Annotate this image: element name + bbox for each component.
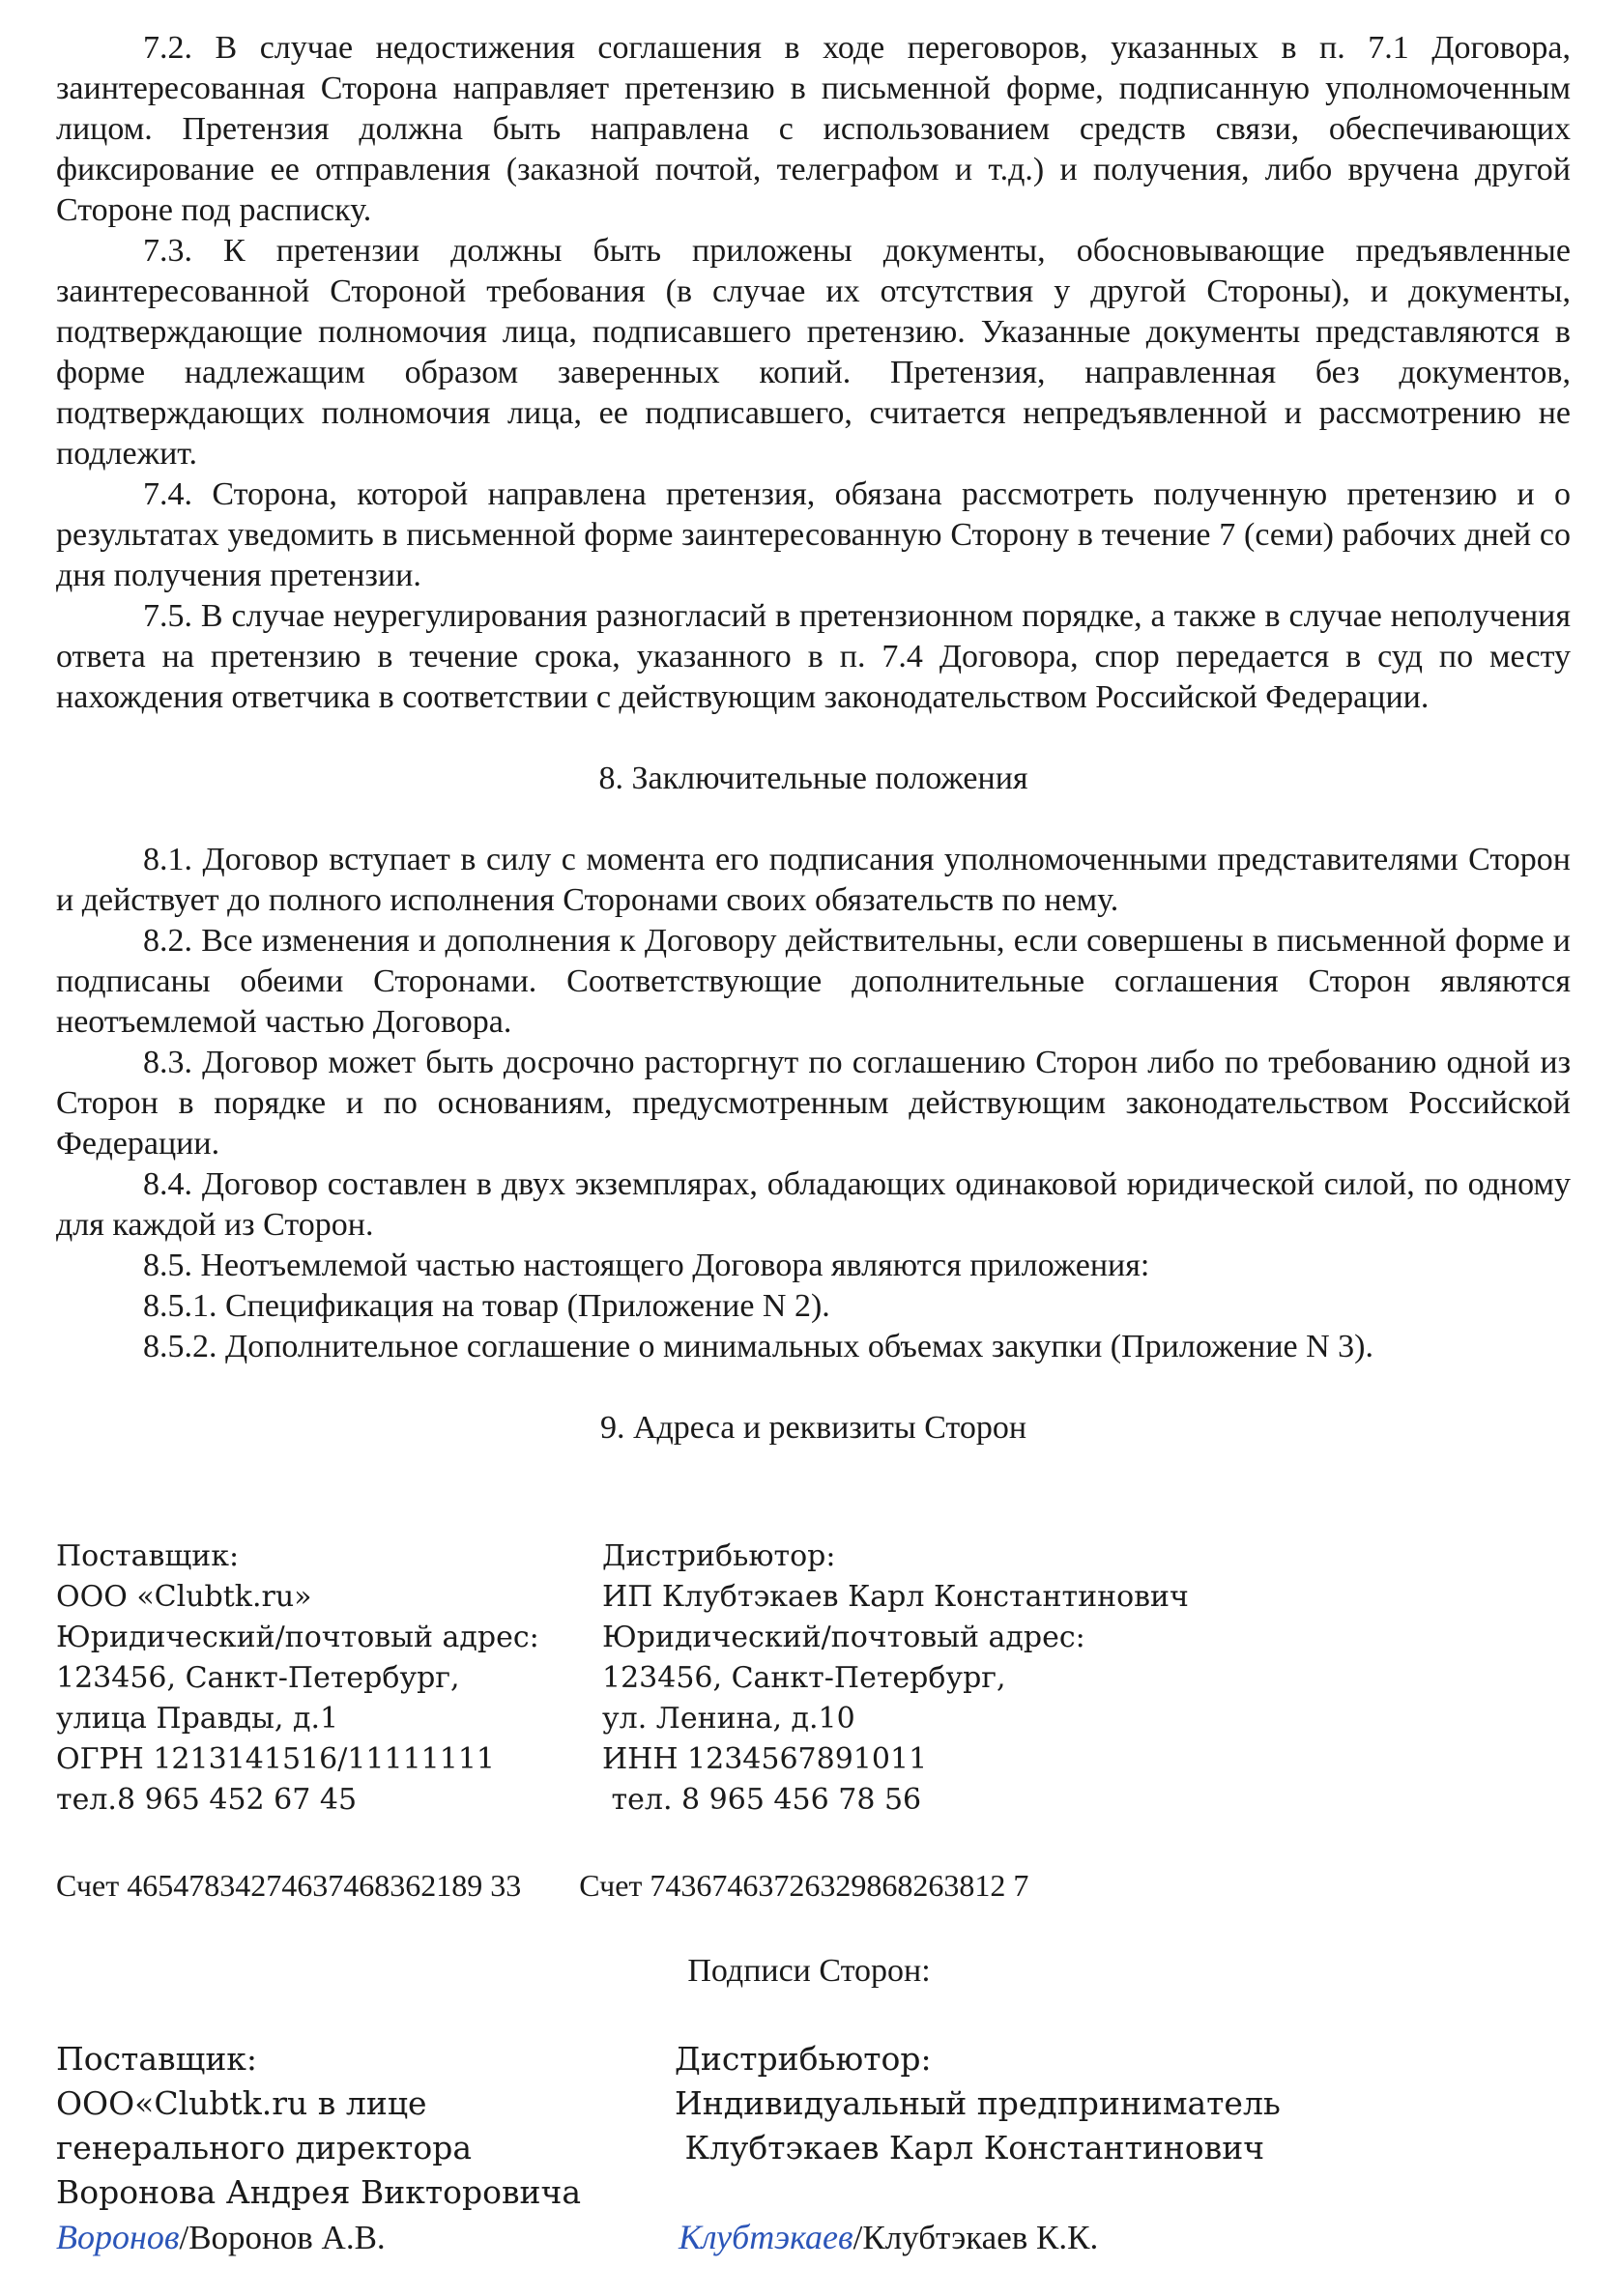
- distributor-handwritten-signature: Клубтэкаев: [679, 2218, 853, 2256]
- distributor-sig-line1: Индивидуальный предприниматель: [675, 2084, 1281, 2122]
- supplier-name: ООО «Clubtk.ru»: [56, 1580, 312, 1614]
- clause-8-5-2: 8.5.2. Дополнительное соглашение о минимальных объемах закупки (Приложение N 3).: [143, 1329, 1373, 1364]
- supplier-ogrn: ОГРН 1213141516/11111111: [56, 1742, 496, 1776]
- distributor-signature-block: [675, 2037, 1281, 2259]
- supplier-signatory-name: /Воронов А.В.: [179, 2219, 386, 2256]
- clause-7-2: 7.2. В случае недостижения соглашения в ходе переговоров, указанных в п. 7.1 Договора, заинтересованная Сторона направляет претензию в письменной форме, подписанную уполномоченным лицом. Претензия должна быть направлена с использованием средств связи, обеспечивающих фиксирование ее отправления (заказной почтой, телеграфом и т.д.) и получения, либо вручена другой Стороне под расписку.: [56, 30, 1571, 228]
- section-8-heading: 8. Заключительные положения: [598, 761, 1028, 796]
- clause-8-5: 8.5. Неотъемлемой частью настоящего Договора являются приложения:: [143, 1248, 1150, 1283]
- clause-7-5: 7.5. В случае неурегулирования разногласий в претензионном порядке, а также в случае неполучения ответа на претензию в течение срока, указанного в п. 7.4 Договора, спор передается в суд по месту нахождения ответчика в соответствии с действующим законодательством Российской Федерации.: [56, 598, 1571, 715]
- clause-8-1: 8.1. Договор вступает в силу с момента его подписания уполномоченными представителями Сторон и действует до полного исполнения Сторонами своих обязательств по нему.: [56, 842, 1571, 918]
- supplier-role: Поставщик:: [56, 1539, 240, 1573]
- supplier-sig-line3: Воронова Андрея Викторовича: [56, 2173, 582, 2211]
- clause-7-4: 7.4. Сторона, которой направлена претензия, обязана рассмотреть полученную претензию и о результатах уведомить в письменной форме заинтересованную Сторону в течение 7 (семи) рабочих дней со дня получения претензии.: [56, 476, 1571, 593]
- distributor-sig-line2: Клубтэкаев Карл Константинович: [675, 2129, 1265, 2167]
- distributor-signatory-name: /Клубтэкаев К.К.: [852, 2219, 1099, 2256]
- clause-8-3: 8.3. Договор может быть досрочно расторгнут по соглашению Сторон либо по требованию одной из Сторон в порядке и по основаниям, предусмотренным действующим законодательством Российской Федерации.: [56, 1045, 1571, 1162]
- distributor-street: ул. Ленина, д.10: [602, 1702, 855, 1736]
- clause-8-5-1: 8.5.1. Спецификация на товар (Приложение N 2).: [143, 1288, 830, 1324]
- document-body: [56, 28, 1571, 1489]
- distributor-requisites: [602, 1536, 1189, 1821]
- accounts-line: [56, 1865, 1028, 1906]
- supplier-city: 123456, Санкт-Петербург,: [56, 1661, 460, 1695]
- supplier-phone: тел.8 965 452 67 45: [56, 1783, 358, 1817]
- distributor-account: Счет 74367463726329868263812 7: [579, 1868, 1029, 1903]
- distributor-name: ИП Клубтэкаев Карл Константинович: [602, 1580, 1189, 1614]
- distributor-sig-spacer: [675, 2170, 1281, 2215]
- supplier-signature-block: [56, 2037, 581, 2259]
- supplier-sig-line1: ООО«Clubtk.ru в лице: [56, 2084, 427, 2122]
- supplier-requisites: [56, 1536, 539, 1821]
- distributor-inn: ИНН 1234567891011: [602, 1742, 928, 1776]
- supplier-sig-line2: генерального директора: [56, 2129, 473, 2167]
- distributor-role: Дистрибьютор:: [602, 1539, 836, 1573]
- supplier-signature-line: [56, 2215, 581, 2259]
- clause-8-4: 8.4. Договор составлен в двух экземплярах, обладающих одинаковой юридической силой, по одному для каждой из Сторон.: [56, 1166, 1571, 1243]
- supplier-address-label: Юридический/почтовый адрес:: [56, 1621, 539, 1654]
- clause-8-2: 8.2. Все изменения и дополнения к Договору действительны, если совершены в письменной форме и подписаны обеими Сторонами. Соответствующие дополнительные соглашения Сторон являются неотъемлемой частью Договора.: [56, 923, 1571, 1040]
- signatures-heading: Подписи Сторон:: [687, 1953, 931, 1989]
- section-9-heading: 9. Адреса и реквизиты Сторон: [599, 1410, 1027, 1446]
- distributor-signature-line: [675, 2215, 1281, 2259]
- clause-7-3: 7.3. К претензии должны быть приложены документы, обосновывающие предъявленные заинтересованной Стороной требования (в случае их отсутствия у другой Стороны), и документы, подтверждающие полномочия лица, подписавшего претензию. Указанные документы представляются в форме надлежащим образом заверенных копий. Претензия, направленная без документов, подтверждающих полномочия лица, ее подписавшего, считается непредъявленной и рассмотрению не подлежит.: [56, 233, 1571, 472]
- supplier-handwritten-signature: Воронов: [56, 2218, 180, 2256]
- distributor-phone: тел. 8 965 456 78 56: [602, 1783, 922, 1817]
- supplier-account: Счет 46547834274637468362189 33: [56, 1868, 522, 1903]
- distributor-address-label: Юридический/почтовый адрес:: [602, 1621, 1085, 1654]
- distributor-city: 123456, Санкт-Петербург,: [602, 1661, 1006, 1695]
- supplier-street: улица Правды, д.1: [56, 1702, 339, 1736]
- distributor-sig-role: Дистрибьютор:: [675, 2040, 932, 2078]
- supplier-sig-role: Поставщик:: [56, 2040, 258, 2078]
